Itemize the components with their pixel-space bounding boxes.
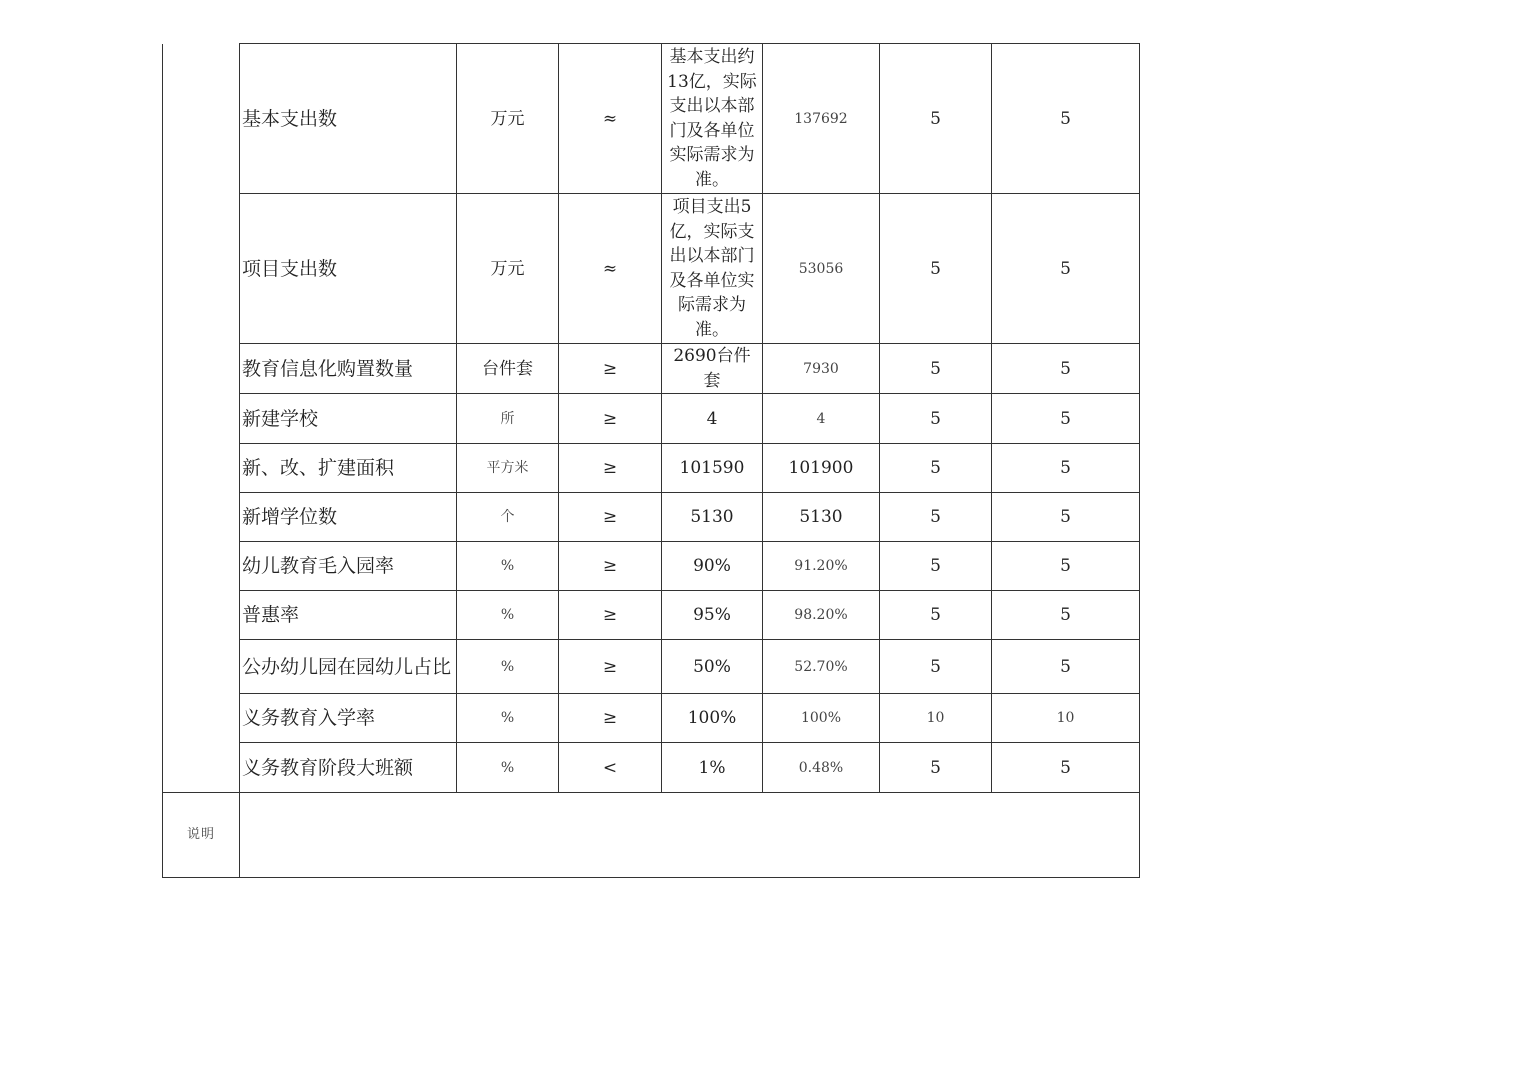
indicator-name: 公办幼儿园在园幼儿占比 [240, 640, 457, 694]
target-cell: 50% [662, 640, 763, 694]
score-cell: 5 [992, 344, 1140, 394]
target-cell: 5130 [662, 493, 763, 542]
unit-cell: % [457, 640, 559, 694]
weight-cell: 5 [880, 394, 992, 444]
score-cell: 5 [992, 493, 1140, 542]
target-cell: 1% [662, 743, 763, 793]
table-row [163, 444, 1140, 493]
note-content [240, 793, 1140, 878]
operator-cell: ≥ [559, 542, 662, 591]
actual-cell: 4 [763, 394, 880, 444]
weight-cell: 5 [880, 444, 992, 493]
unit-cell: % [457, 743, 559, 793]
actual-cell: 91.20% [763, 542, 880, 591]
actual-cell: 7930 [763, 344, 880, 394]
operator-cell: ≥ [559, 591, 662, 640]
table-row [163, 743, 1140, 793]
unit-cell: 个 [457, 493, 559, 542]
operator-cell: ≥ [559, 694, 662, 743]
score-cell: 5 [992, 743, 1140, 793]
indicator-name: 新增学位数 [240, 493, 457, 542]
target-cell: 101590 [662, 444, 763, 493]
table-row [163, 344, 1140, 394]
weight-cell: 5 [880, 44, 992, 194]
note-row [163, 793, 1140, 878]
table-row [163, 44, 1140, 194]
unit-cell: 所 [457, 394, 559, 444]
target-cell: 95% [662, 591, 763, 640]
actual-cell: 98.20% [763, 591, 880, 640]
table-row [163, 394, 1140, 444]
actual-cell: 53056 [763, 194, 880, 344]
actual-cell: 101900 [763, 444, 880, 493]
operator-cell: < [559, 743, 662, 793]
weight-cell: 5 [880, 344, 992, 394]
note-label: 说明 [163, 793, 240, 878]
unit-cell: % [457, 591, 559, 640]
indicator-name: 普惠率 [240, 591, 457, 640]
unit-cell: 台件套 [457, 344, 559, 394]
actual-cell: 0.48% [763, 743, 880, 793]
unit-cell: 平方米 [457, 444, 559, 493]
table-row [163, 640, 1140, 694]
actual-cell: 52.70% [763, 640, 880, 694]
score-cell: 5 [992, 194, 1140, 344]
actual-cell: 100% [763, 694, 880, 743]
indicator-name: 新、改、扩建面积 [240, 444, 457, 493]
score-cell: 5 [992, 591, 1140, 640]
weight-cell: 5 [880, 493, 992, 542]
weight-cell: 5 [880, 194, 992, 344]
score-cell: 5 [992, 542, 1140, 591]
score-cell: 5 [992, 444, 1140, 493]
score-cell: 5 [992, 640, 1140, 694]
target-cell: 4 [662, 394, 763, 444]
table-row [163, 493, 1140, 542]
operator-cell: ≥ [559, 444, 662, 493]
target-cell: 项目支出5亿，实际支出以本部门及各单位实际需求为准。 [662, 194, 763, 344]
table-row [163, 591, 1140, 640]
table-row [163, 194, 1140, 344]
target-cell: 基本支出约13亿，实际支出以本部门及各单位实际需求为准。 [662, 44, 763, 194]
weight-cell: 10 [880, 694, 992, 743]
weight-cell: 5 [880, 640, 992, 694]
indicator-name: 义务教育入学率 [240, 694, 457, 743]
target-cell: 90% [662, 542, 763, 591]
indicator-name: 基本支出数 [240, 44, 457, 194]
weight-cell: 5 [880, 542, 992, 591]
actual-cell: 5130 [763, 493, 880, 542]
target-cell: 2690台件套 [662, 344, 763, 394]
operator-cell: ≥ [559, 493, 662, 542]
score-cell: 10 [992, 694, 1140, 743]
indicator-name: 教育信息化购置数量 [240, 344, 457, 394]
operator-cell: ≈ [559, 44, 662, 194]
table-row [163, 542, 1140, 591]
score-cell: 5 [992, 44, 1140, 194]
weight-cell: 5 [880, 591, 992, 640]
unit-cell: % [457, 542, 559, 591]
indicator-name: 幼儿教育毛入园率 [240, 542, 457, 591]
actual-cell: 137692 [763, 44, 880, 194]
indicator-name: 项目支出数 [240, 194, 457, 344]
unit-cell: 万元 [457, 194, 559, 344]
operator-cell: ≥ [559, 640, 662, 694]
unit-cell: % [457, 694, 559, 743]
category-cell [163, 44, 240, 793]
target-cell: 100% [662, 694, 763, 743]
operator-cell: ≈ [559, 194, 662, 344]
table-row [163, 694, 1140, 743]
score-cell: 5 [992, 394, 1140, 444]
operator-cell: ≥ [559, 394, 662, 444]
performance-indicator-table [162, 43, 1140, 878]
weight-cell: 5 [880, 743, 992, 793]
unit-cell: 万元 [457, 44, 559, 194]
indicator-name: 新建学校 [240, 394, 457, 444]
operator-cell: ≥ [559, 344, 662, 394]
indicator-name: 义务教育阶段大班额 [240, 743, 457, 793]
